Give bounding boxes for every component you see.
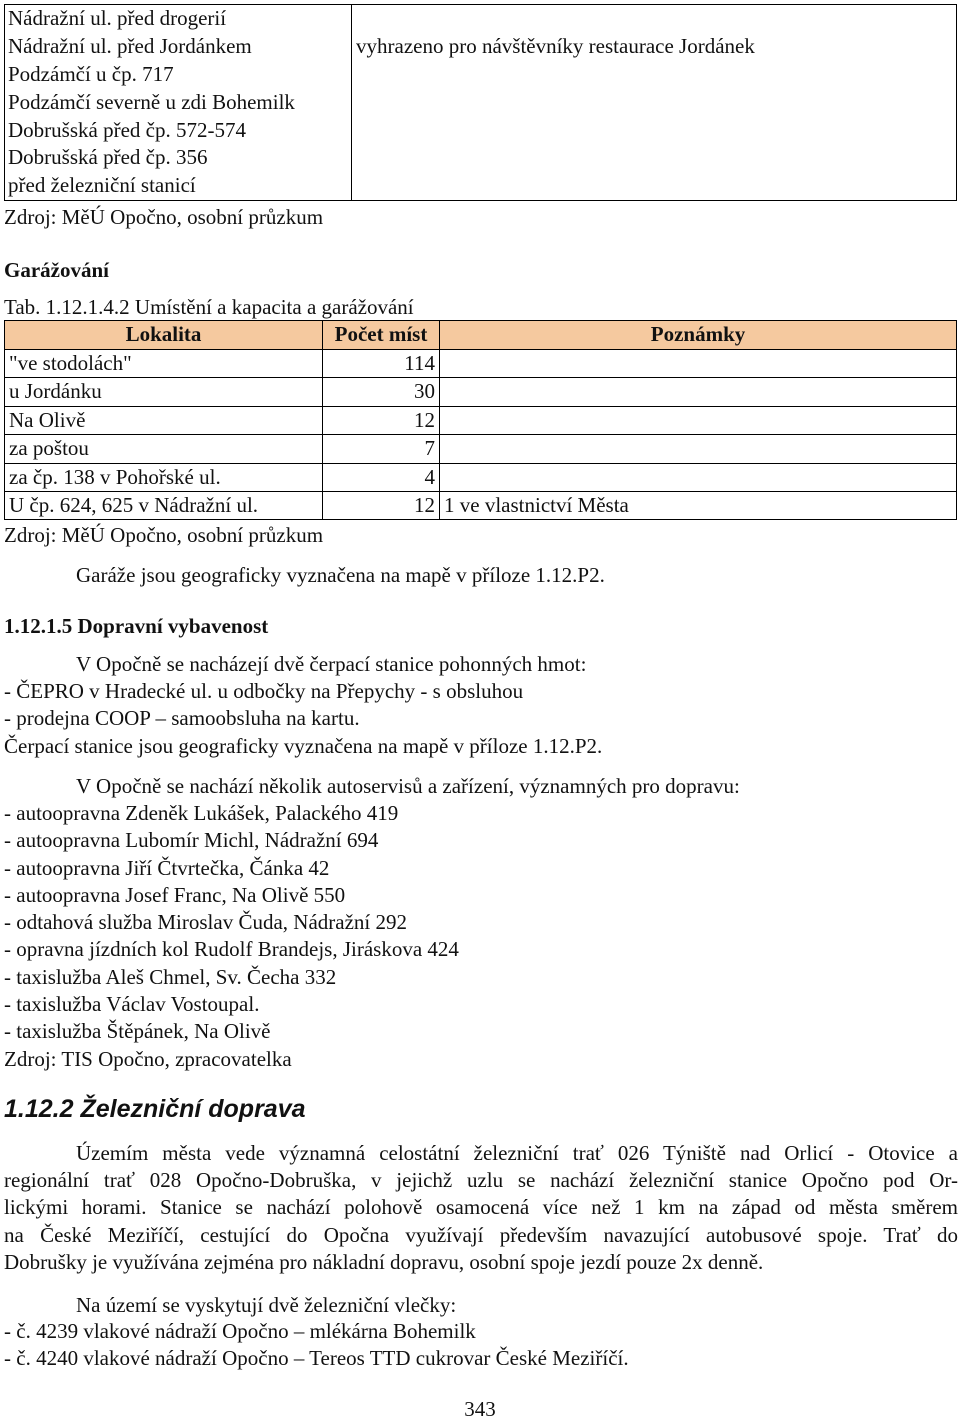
fuel-map-note: Čerpací stanice jsou geograficky vyznačena na mapě v příloze 1.12.P2. [4,733,603,758]
cell-count: 114 [323,350,440,378]
cell-note [440,350,957,378]
source-note: Zdroj: TIS Opočno, zpracovatelka [4,1046,292,1071]
paragraph-line: Dobrušky je využívána zejména pro nákladní dopravu, osobní spoje jezdí pouze 2x denně. [4,1249,764,1274]
garage-map-note: Garáže jsou geograficky vyznačena na mapě v příloze 1.12.P2. [76,563,605,587]
garage-table [4,320,957,520]
table-caption: Tab. 1.12.1.4.2 Umístění a kapacita a garážování [4,295,414,319]
list-item: - č. 4240 vlakové nádraží Opočno – Tereos TTD cukrovar České Meziříčí. [4,1346,629,1371]
table-row [5,378,957,406]
list-item: - taxislužba Štěpánek, Na Olivě [4,1019,271,1044]
parking-table [4,4,957,201]
paragraph-line: lickými horami. Stanice se nachází polohově osamocená více než 1 km na západ od města směrem [4,1195,958,1220]
column-header: Počet míst [323,321,440,350]
paragraph-line: na České Meziříčí, cestující do Opočna využívají především navazující autobusové spoje. Trať do [4,1222,958,1247]
parking-location: Nádražní ul. před Jordánkem [8,33,252,58]
sidings-intro: Na území se vyskytují dvě železniční vlečky: [76,1293,457,1317]
table-row [5,435,957,463]
list-item: - taxislužba Václav Vostoupal. [4,992,260,1017]
table-row [5,350,957,378]
cell-note [440,378,957,406]
cell-note [440,406,957,434]
parking-location: Nádražní ul. před drogerií [8,6,227,30]
parking-locations-cell [5,5,352,201]
cell-location: za poštou [5,435,323,463]
list-item: - ČEPRO v Hradecké ul. u odbočky na Přepychy - s obsluhou [4,679,524,703]
paragraph-line: Územím města vede významná celostátní železniční trať 026 Týniště nad Orlicí - Otovice a [76,1141,958,1165]
cell-count: 12 [323,492,440,520]
page-number: 343 [464,1397,496,1421]
fuel-list [4,678,602,760]
list-item: - autoopravna Lubomír Michl, Nádražní 694 [4,828,379,853]
parking-location: před železniční stanicí [8,173,196,198]
services-list [4,800,459,1073]
list-item: - odtahová služba Miroslav Čuda, Nádražní 292 [4,910,407,935]
cell-count: 4 [323,463,440,491]
list-item: - prodejna COOP – samoobsluha na kartu. [4,706,360,731]
section-heading: 1.12.1.5 Dopravní vybavenost [4,614,269,638]
parking-notes-cell [352,5,957,201]
table-row [5,463,957,491]
cell-note [440,435,957,463]
parking-location: Dobrušská před čp. 356 [8,145,208,170]
parking-location: Podzámčí severně u zdi Bohemilk [8,89,295,114]
cell-location: "ve stodolách" [5,350,323,378]
column-header: Lokalita [5,321,323,350]
rail-paragraph [4,1140,958,1276]
list-item: - taxislužba Aleš Chmel, Sv. Čecha 332 [4,964,337,989]
column-header: Poznámky [440,321,957,350]
list-item: - č. 4239 vlakové nádraží Opočno – mlékárna Bohemilk [4,1319,476,1343]
source-note: Zdroj: MěÚ Opočno, osobní průzkum [4,205,324,229]
parking-location: Podzámčí u čp. 717 [8,61,174,86]
paragraph-line: regionální trať 028 Opočno-Dobruška, v jejichž uzlu se nachází železniční stanice Opočno pod Or- [4,1168,958,1193]
cell-location: U čp. 624, 625 v Nádražní ul. [5,492,323,520]
list-item: - opravna jízdních kol Rudolf Brandejs, Jiráskova 424 [4,937,459,962]
source-note: Zdroj: MěÚ Opočno, osobní průzkum [4,523,324,547]
fuel-intro: V Opočně se nacházejí dvě čerpací stanice pohonných hmot: [76,652,587,676]
table-row [5,492,957,520]
cell-location: Na Olivě [5,406,323,434]
cell-note: 1 ve vlastnictví Města [440,492,957,520]
parking-location: Dobrušská před čp. 572-574 [8,117,246,142]
list-item: - autoopravna Josef Franc, Na Olivě 550 [4,882,346,907]
list-item: - autoopravna Jiří Čtvrtečka, Čánka 42 [4,855,330,880]
parking-note: vyhrazeno pro návštěvníky restaurace Jordánek [356,33,755,58]
list-item: - autoopravna Zdeněk Lukášek, Palackého 419 [4,801,399,825]
cell-location: u Jordánku [5,378,323,406]
cell-count: 7 [323,435,440,463]
table-row [5,406,957,434]
garage-heading: Garážování [4,258,109,282]
cell-location: za čp. 138 v Pohořské ul. [5,463,323,491]
cell-count: 12 [323,406,440,434]
rail-heading: 1.12.2 Železniční doprava [4,1095,306,1123]
cell-count: 30 [323,378,440,406]
cell-note [440,463,957,491]
table-header-row [5,321,957,350]
services-intro: V Opočně se nachází několik autoservisů a zařízení, významných pro dopravu: [76,774,740,798]
sidings-list [4,1318,629,1373]
